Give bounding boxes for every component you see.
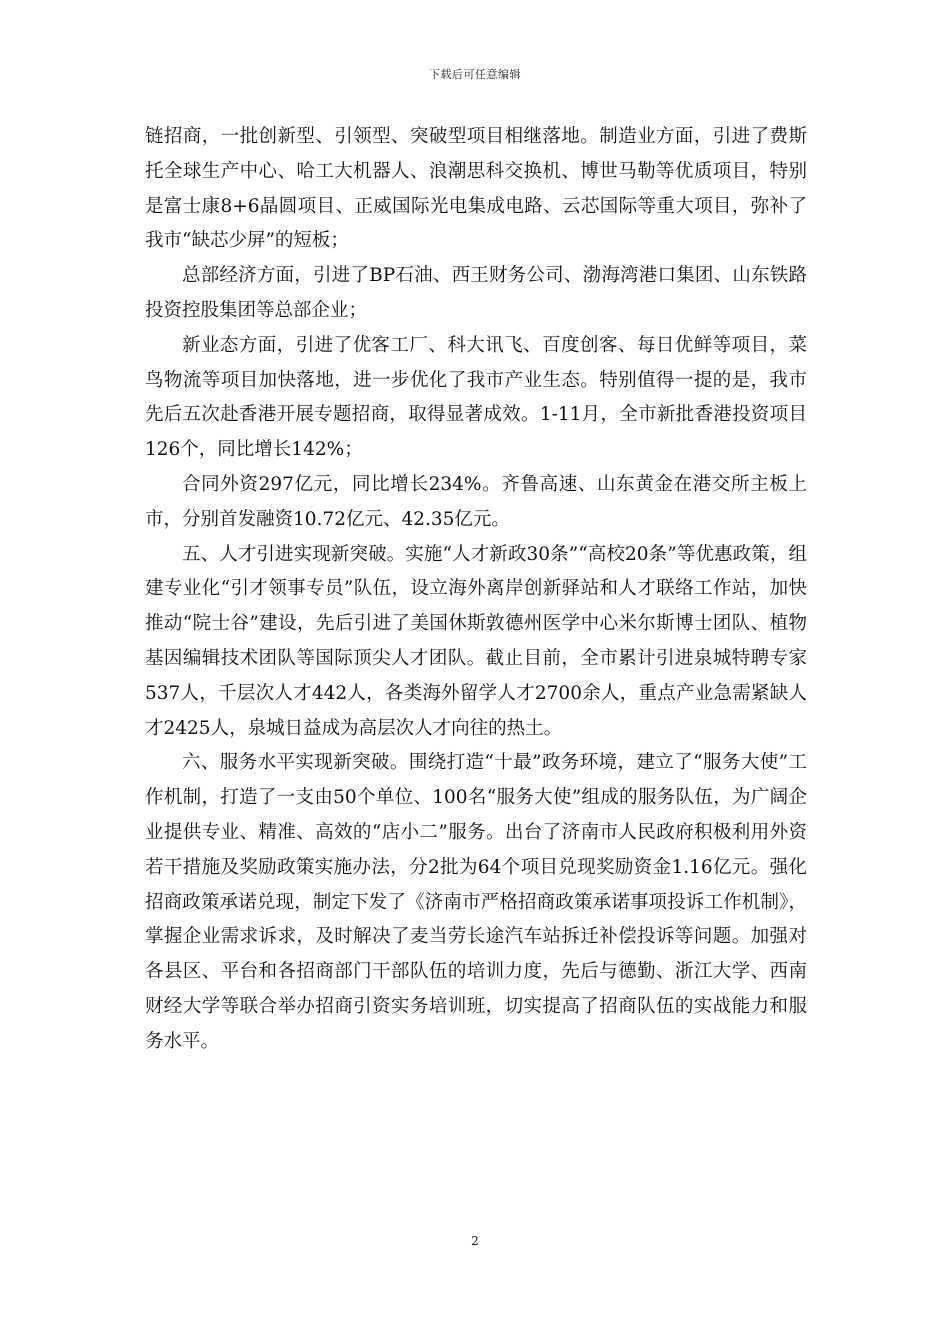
paragraph-3: 新业态方面，引进了优客工厂、科大讯飞、百度创客、每日优鲜等项目，菜鸟物流等项目加快落地，进一步优化了我市产业生态。特别值得一提的是，我市先后五次赴香港开展专题招商，取得显著成效。1-11月，全市新批香港投资项目126个，同比增长142%； <box>145 334 807 461</box>
paragraph-6: 六、服务水平实现新突破。围绕打造“十最”政务环境，建立了“服务大使”工作机制，打造了一支由50个单位、100名“服务大使”组成的服务队伍，为广阔企业提供专业、精准、高效的“店小二”服务。出台了济南市人民政府积极利用外资若干措施及奖励政策实施办法，分2批为64个项目兑现奖励资金1.16亿元。强化招商政策承诺兑现，制定下发了《济南市严格招商政策承诺事项投诉工作机制》，掌握企业需求诉求，及时解决了麦当劳长途汽车站拆迁补偿投诉等问题。加强对各县区、平台和各招商部门干部队伍的培训力度，先后与德勤、浙江大学、西南财经大学等联合举办招商引资实务培训班，切实提高了招商队伍的实战能力和服务水平。 <box>145 752 807 1052</box>
paragraph-1: 链招商，一批创新型、引领型、突破型项目相继落地。制造业方面，引进了费斯托全球生产中心、哈工大机器人、浪潮思科交换机、博世马勒等优质项目，特别是富士康8+6晶圆项目、正威国际光电集成电路、云芯国际等重大项目，弥补了我市“缺芯少屏”的短板； <box>145 126 807 252</box>
paragraph-4: 合同外资297亿元，同比增长234%。齐鲁高速、山东黄金在港交所主板上市，分别首发融资10.72亿元、42.35亿元。 <box>145 473 807 530</box>
page-header: 下载后可任意编辑 <box>429 68 521 81</box>
document-body <box>145 120 807 1060</box>
page-number: 2 <box>471 1234 479 1248</box>
paragraph-2: 总部经济方面，引进了BP石油、西王财务公司、渤海湾港口集团、山东铁路投资控股集团等总部企业； <box>145 265 807 321</box>
paragraph-5: 五、人才引进实现新突破。实施“人才新政30条”“高校20条”等优惠政策，组建专业化“引才领事专员”队伍，设立海外离岸创新驿站和人才联络工作站，加快推动“院士谷”建设，先后引进了美国休斯敦德州医学中心米尔斯博士团队、植物基因编辑技术团队等国际顶尖人才团队。截止目前，全市累计引进泉城特聘专家537人，千层次人才442人，各类海外留学人才2700余人，重点产业急需紧缺人才2425人，泉城日益成为高层次人才向往的热土。 <box>145 543 807 739</box>
